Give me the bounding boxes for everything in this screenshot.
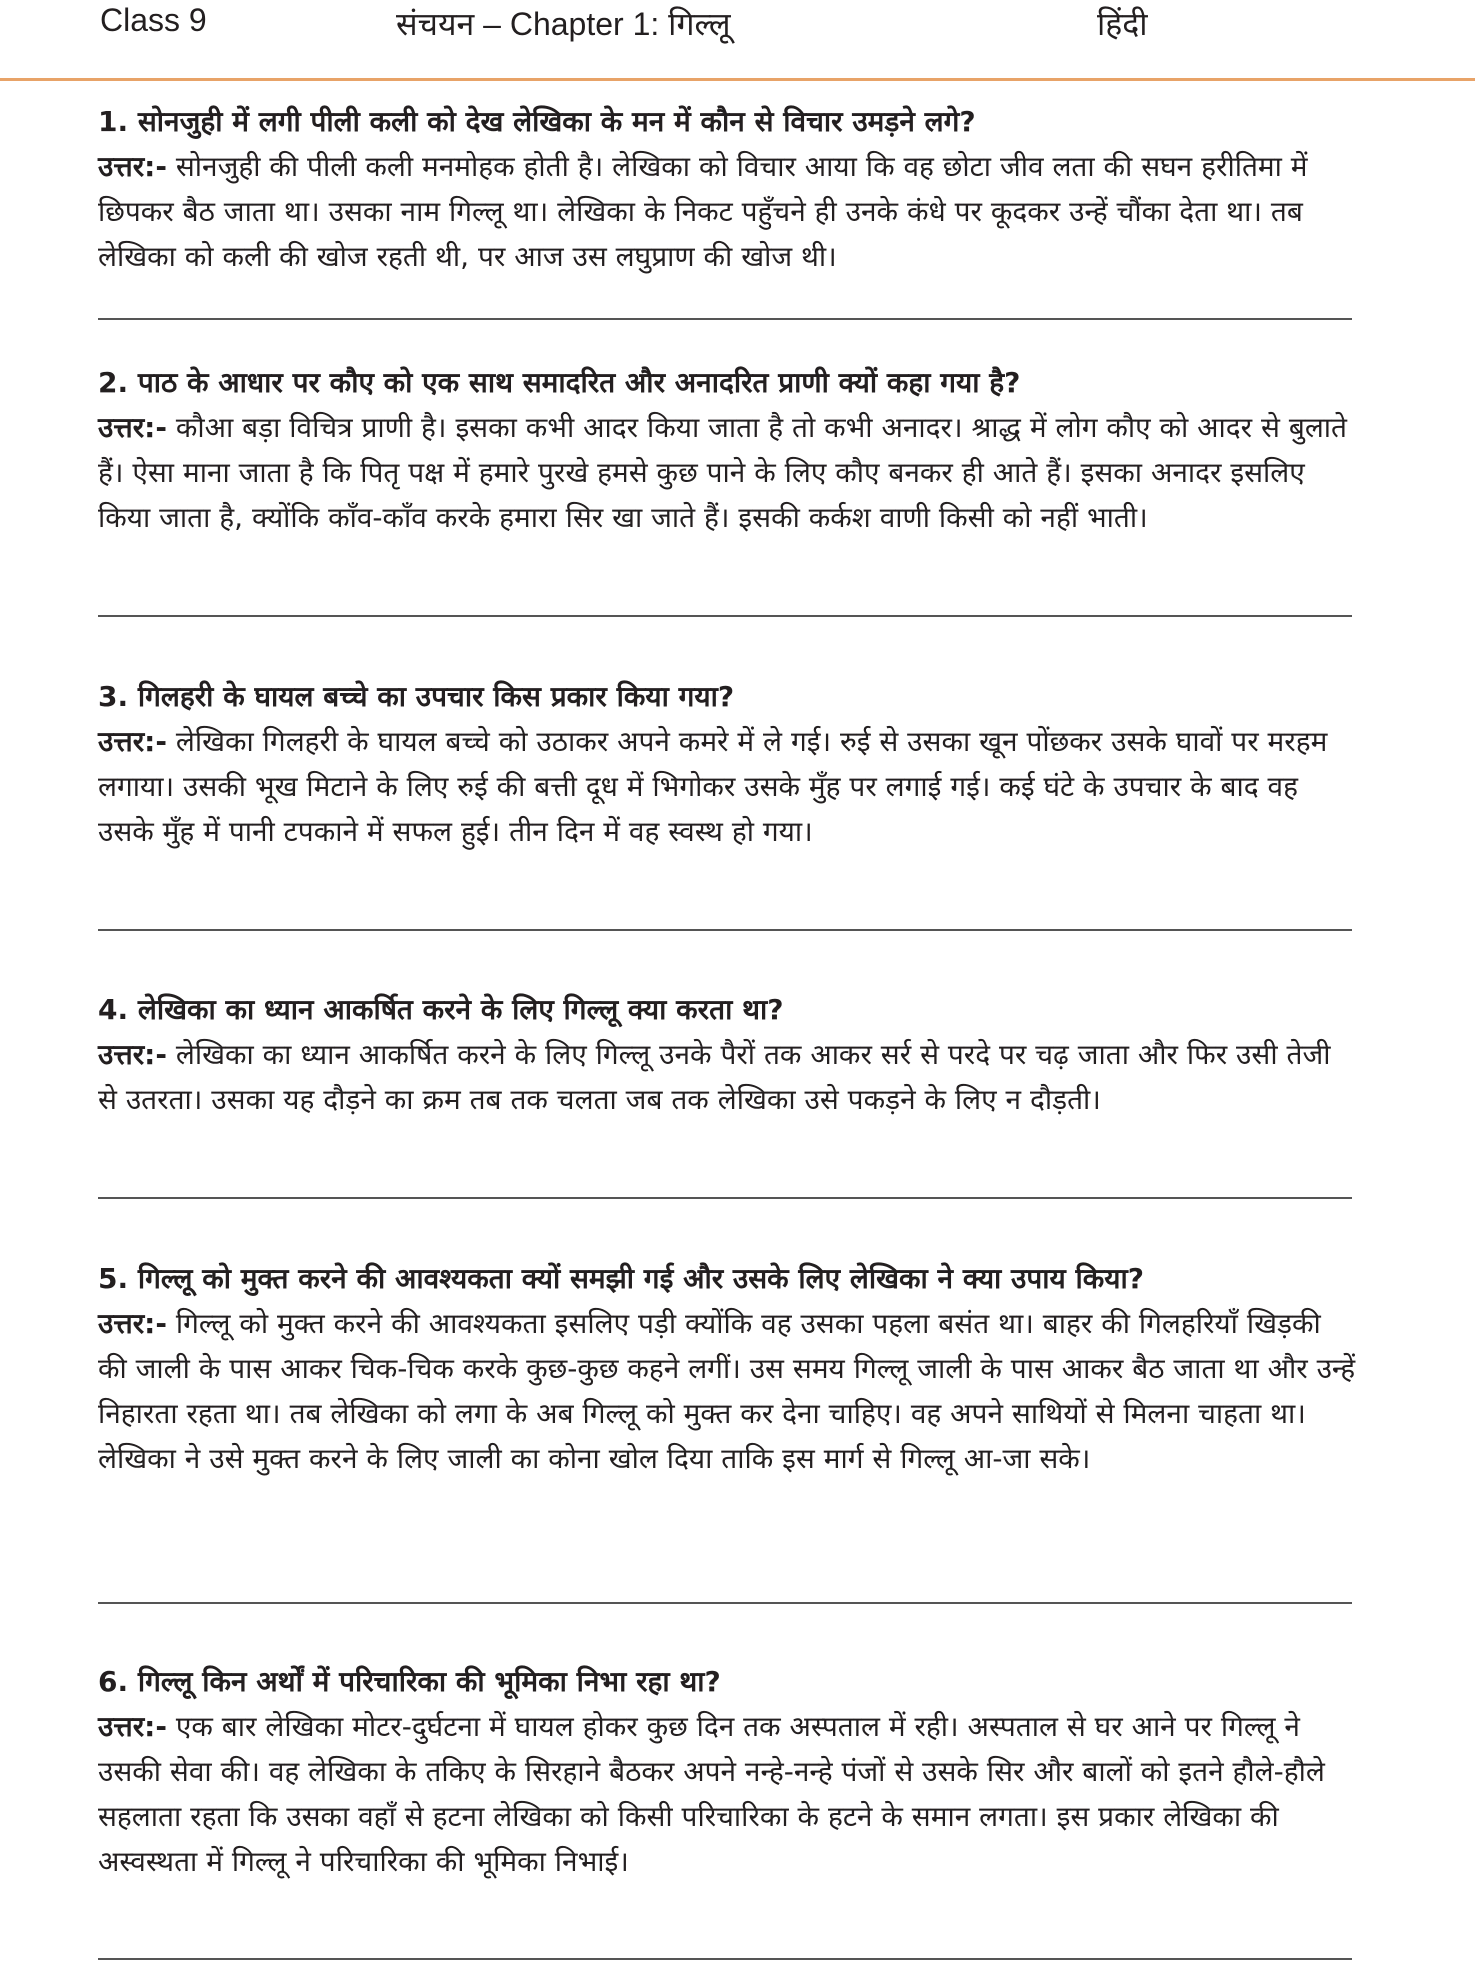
- qa-item-5: [98, 1256, 1358, 1481]
- class-label: Class 9: [100, 2, 207, 38]
- qa-item-3: [98, 674, 1358, 854]
- question: 5. गिल्लू को मुक्त करने की आवश्यकता क्यों समझी गई और उसके लिए लेखिका ने क्या उपाय किया?: [98, 1262, 1145, 1295]
- divider: [98, 615, 1352, 617]
- answer-label: उत्तर:-: [98, 725, 167, 758]
- answer-label: उत्तर:-: [98, 1710, 167, 1743]
- chapter-title: संचयन – Chapter 1: गिल्लू: [396, 6, 731, 42]
- answer: लेखिका गिलहरी के घायल बच्चे को उठाकर अपने कमरे में ले गई। रुई से उसका खून पोंछकर उसके घावों पर मरहम लगाया। उसकी भूख मिटाने के लिए रुई की बत्ती दूध में भिगोकर उसके मुँह पर लगाई गई। कई घंटे के उपचार के बाद वह उसके मुँह में पानी टपकाने में सफल हुई। तीन दिन में वह स्वस्थ हो गया।: [98, 725, 1328, 848]
- answer-label: उत्तर:-: [98, 1307, 167, 1340]
- qa-item-2: [98, 360, 1358, 540]
- question: 6. गिल्लू किन अर्थों में परिचारिका की भूमिका निभा रहा था?: [98, 1665, 721, 1698]
- question: 1. सोनजुही में लगी पीली कली को देख लेखिका के मन में कौन से विचार उमड़ने लगे?: [98, 105, 976, 138]
- answer-label: उत्तर:-: [98, 150, 167, 183]
- divider: [98, 1197, 1352, 1199]
- divider: [98, 1602, 1352, 1604]
- question: 3. गिलहरी के घायल बच्चे का उपचार किस प्रकार किया गया?: [98, 680, 735, 713]
- header-divider: [0, 78, 1475, 81]
- question: 4. लेखिका का ध्यान आकर्षित करने के लिए गिल्लू क्या करता था?: [98, 993, 784, 1026]
- answer-label: उत्तर:-: [98, 411, 167, 444]
- qa-item-4: [98, 987, 1358, 1122]
- divider: [98, 318, 1352, 320]
- question: 2. पाठ के आधार पर कौए को एक साथ समादरित और अनादरित प्राणी क्यों कहा गया है?: [98, 366, 1021, 399]
- answer: एक बार लेखिका मोटर-दुर्घटना में घायल होकर कुछ दिन तक अस्पताल में रही। अस्पताल से घर आने पर गिल्लू ने उसकी सेवा की। वह लेखिका के तकिए के सिरहाने बैठकर अपने नन्हे-नन्हे पंजों से उसके सिर और बालों को इतने हौले-हौले सहलाता रहता कि उसका वहाँ से हटना लेखिका को किसी परिचारिका के हटने के समान लगता। इस प्रकार लेखिका की अस्वस्थता में गिल्लू ने परिचारिका की भूमिका निभाई।: [98, 1710, 1325, 1878]
- qa-item-6: [98, 1659, 1358, 1884]
- answer: गिल्लू को मुक्त करने की आवश्यकता इसलिए पड़ी क्योंकि वह उसका पहला बसंत था। बाहर की गिलहरियाँ खिड़की की जाली के पास आकर चिक-चिक करके कुछ-कुछ कहने लगीं। उस समय गिल्लू जाली के पास आकर बैठ जाता था और उन्हें निहारता रहता था। तब लेखिका को लगा के अब गिल्लू को मुक्त कर देना चाहिए। वह अपने साथियों से मिलना चाहता था। लेखिका ने उसे मुक्त करने के लिए जाली का कोना खोल दिया ताकि इस मार्ग से गिल्लू आ-जा सके।: [98, 1307, 1356, 1475]
- subject-label: हिंदी: [1097, 6, 1148, 42]
- divider: [98, 929, 1352, 931]
- divider: [98, 1958, 1352, 1960]
- qa-item-1: [98, 99, 1358, 279]
- answer-label: उत्तर:-: [98, 1038, 167, 1071]
- answer: सोनजुही की पीली कली मनमोहक होती है। लेखिका को विचार आया कि वह छोटा जीव लता की सघन हरीतिमा में छिपकर बैठ जाता था। उसका नाम गिल्लू था। लेखिका के निकट पहुँचने ही उनके कंधे पर कूदकर उन्हें चौंका देता था। तब लेखिका को कली की खोज रहती थी, पर आज उस लघुप्राण की खोज थी।: [98, 150, 1308, 273]
- answer: लेखिका का ध्यान आकर्षित करने के लिए गिल्लू उनके पैरों तक आकर सर्र से परदे पर चढ़ जाता और फिर उसी तेजी से उतरता। उसका यह दौड़ने का क्रम तब तक चलता जब तक लेखिका उसे पकड़ने के लिए न दौड़ती।: [98, 1038, 1331, 1116]
- answer: कौआ बड़ा विचित्र प्राणी है। इसका कभी आदर किया जाता है तो कभी अनादर। श्राद्ध में लोग कौए को आदर से बुलाते हैं। ऐसा माना जाता है कि पितृ पक्ष में हमारे पुरखे हमसे कुछ पाने के लिए कौए बनकर ही आते हैं। इसका अनादर इसलिए किया जाता है, क्योंकि काँव-काँव करके हमारा सिर खा जाते हैं। इसकी कर्कश वाणी किसी को नहीं भाती।: [98, 411, 1348, 534]
